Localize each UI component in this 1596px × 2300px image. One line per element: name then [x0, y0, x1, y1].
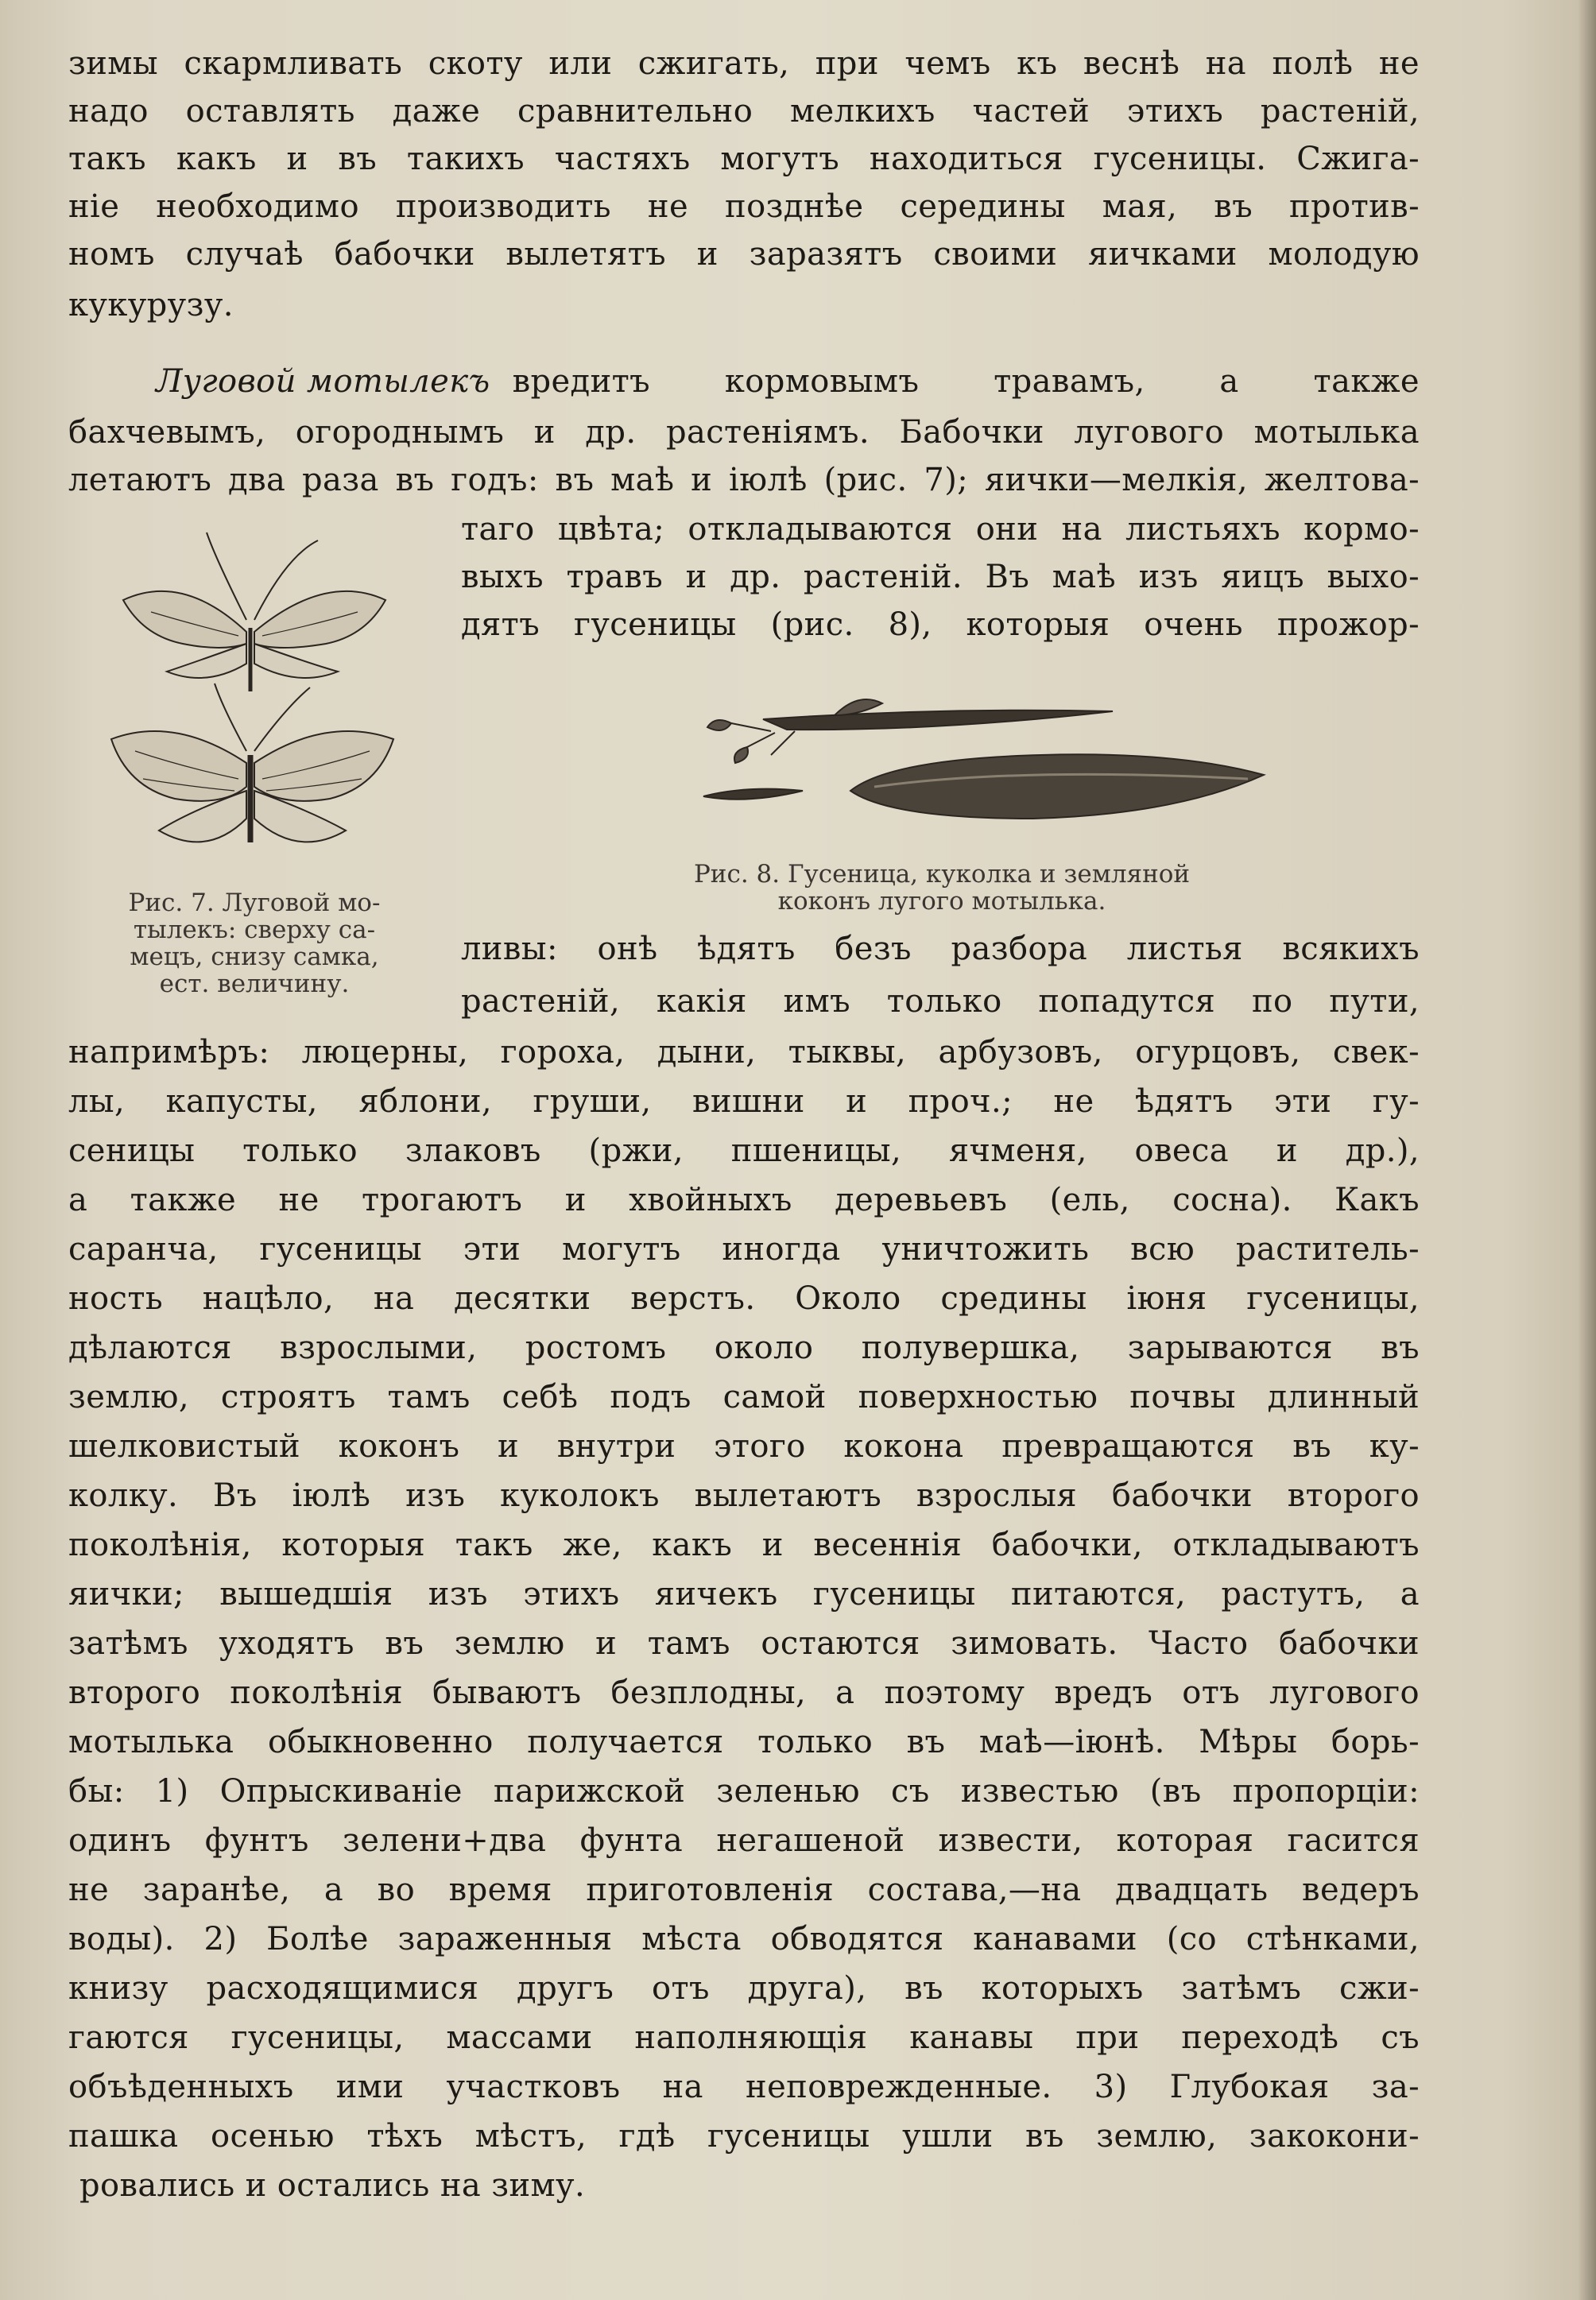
text-line: бахчевымъ, огороднымъ и др. растеніямъ. Бабочки лугового мотылька	[68, 414, 1420, 451]
text-line: гаются гусеницы, массами наполняющія канавы при переходѣ съ	[68, 2019, 1420, 2056]
text-line-indented: выхъ травъ и др. растеній. Въ маѣ изъ яицъ выхо-	[461, 559, 1420, 595]
text-line: сеницы только злаковъ (ржи, пшеницы, ячменя, овеса и др.),	[68, 1133, 1420, 1169]
text-line: шелковистый коконъ и внутри этого кокона превращаются въ ку-	[68, 1428, 1420, 1465]
text-line: номъ случаѣ бабочки вылетятъ и заразятъ своими яичками молодую	[68, 236, 1420, 273]
text-line: саранча, гусеницы эти могутъ иногда уничтожить всю раститель-	[68, 1231, 1420, 1268]
text-line: воды). 2) Болѣе зараженныя мѣста обводятся канавами (со стѣнками,	[68, 1921, 1420, 1957]
text-line: летаютъ два раза въ годъ: въ маѣ и іюлѣ (рис. 7); яички—мелкія, желтова-	[68, 462, 1420, 498]
text-line: такъ какъ и въ такихъ частяхъ могутъ находиться гусеницы. Сжига-	[68, 141, 1420, 177]
heading-rest-text: вредитъ кормовымъ травамъ, а также	[512, 363, 1420, 400]
text-line: напримѣръ: люцерны, гороха, дыни, тыквы, арбузовъ, огурцовъ, свек-	[68, 1034, 1420, 1071]
text-line: поколѣнія, которыя такъ же, какъ и весеннія бабочки, откладываютъ	[68, 1527, 1420, 1563]
text-line-indented: ливы: онѣ ѣдятъ безъ разбора листья всякихъ	[461, 931, 1420, 967]
text-line: яички; вышедшія изъ этихъ яичекъ гусеницы питаются, растутъ, а	[68, 1576, 1420, 1613]
text-line-indented: таго цвѣта; откладываются они на листьяхъ кормо-	[461, 511, 1420, 548]
figure-8-caption-line: коконъ лугого мотылька.	[777, 887, 1106, 916]
figure-7-caption-line: тылекъ: сверху са-	[133, 916, 376, 944]
text-line: дѣлаются взрослыми, ростомъ около полувершка, зарываются въ	[68, 1330, 1420, 1366]
section-heading-line	[156, 362, 1420, 401]
figure-8-caption-line: Рис. 8. Гусеница, куколка и земляной	[693, 860, 1191, 889]
text-line: пашка осенью тѣхъ мѣстъ, гдѣ гусеницы ушли въ землю, закокони-	[68, 2118, 1420, 2155]
figure-7-caption-line: мецъ, снизу самка,	[130, 943, 379, 971]
section-heading: Луговой мотылекъ	[156, 363, 490, 400]
text-line: колку. Въ іюлѣ изъ куколокъ вылетаютъ взрослыя бабочки второго	[68, 1477, 1420, 1514]
text-line: затѣмъ уходятъ въ землю и тамъ остаются зимовать. Часто бабочки	[68, 1625, 1420, 1662]
text-line: объѣденныхъ ими участковъ на неповрежденные. 3) Глубокая за-	[68, 2069, 1420, 2105]
text-line: бы: 1) Опрыскиваніе парижской зеленью съ известью (въ пропорціи:	[68, 1773, 1420, 1810]
text-line: зимы скармливать скоту или сжигать, при чемъ къ веснѣ на полѣ не	[68, 45, 1420, 82]
figure-7-caption-line: ест. величину.	[159, 970, 350, 998]
text-line-indented: дятъ гусеницы (рис. 8), которыя очень прожор-	[461, 606, 1420, 643]
text-line: надо оставлять даже сравнительно мелкихъ частей этихъ растеній,	[68, 93, 1420, 130]
text-line: лы, капусты, яблони, груши, вишни и проч.; не ѣдятъ эти гу-	[68, 1083, 1420, 1120]
text-line: ность нацѣло, на десятки верстъ. Около средины іюня гусеницы,	[68, 1280, 1420, 1317]
text-line-last: ровались и остались на зиму.	[79, 2167, 586, 2204]
text-line: второго поколѣнія бываютъ безплодны, а поэтому вредъ отъ лугового	[68, 1675, 1420, 1711]
text-line-indented: растеній, какія имъ только попадутся по пути,	[461, 983, 1420, 1020]
text-line: землю, строятъ тамъ себѣ подъ самой поверхностью почвы длинный	[68, 1379, 1420, 1415]
page-edge-shadow	[1578, 0, 1596, 2300]
text-line: не заранѣе, а во время приготовленія состава,—на двадцать ведеръ	[68, 1872, 1420, 1908]
text-line: мотылька обыкновенно получается только въ маѣ—іюнѣ. Мѣры борь-	[68, 1724, 1420, 1760]
figure-8-caterpillar	[699, 668, 1304, 827]
text-line: одинъ фунтъ зелени+два фунта негашеной извести, которая гасится	[68, 1822, 1420, 1859]
moths-illustration	[95, 525, 413, 874]
caterpillar-illustration	[699, 668, 1304, 827]
text-line-last: кукурузу.	[68, 287, 234, 323]
figure-7-caption-line: Рис. 7. Луговой мо-	[128, 889, 381, 917]
figure-7-moths	[95, 525, 413, 874]
text-line: книзу расходящимися другъ отъ друга), въ которыхъ затѣмъ сжи-	[68, 1970, 1420, 2007]
text-line: ніе необходимо производить не позднѣе середины мая, въ против-	[68, 188, 1420, 225]
text-line: а также не трогаютъ и хвойныхъ деревьевъ (ель, сосна). Какъ	[68, 1182, 1420, 1218]
